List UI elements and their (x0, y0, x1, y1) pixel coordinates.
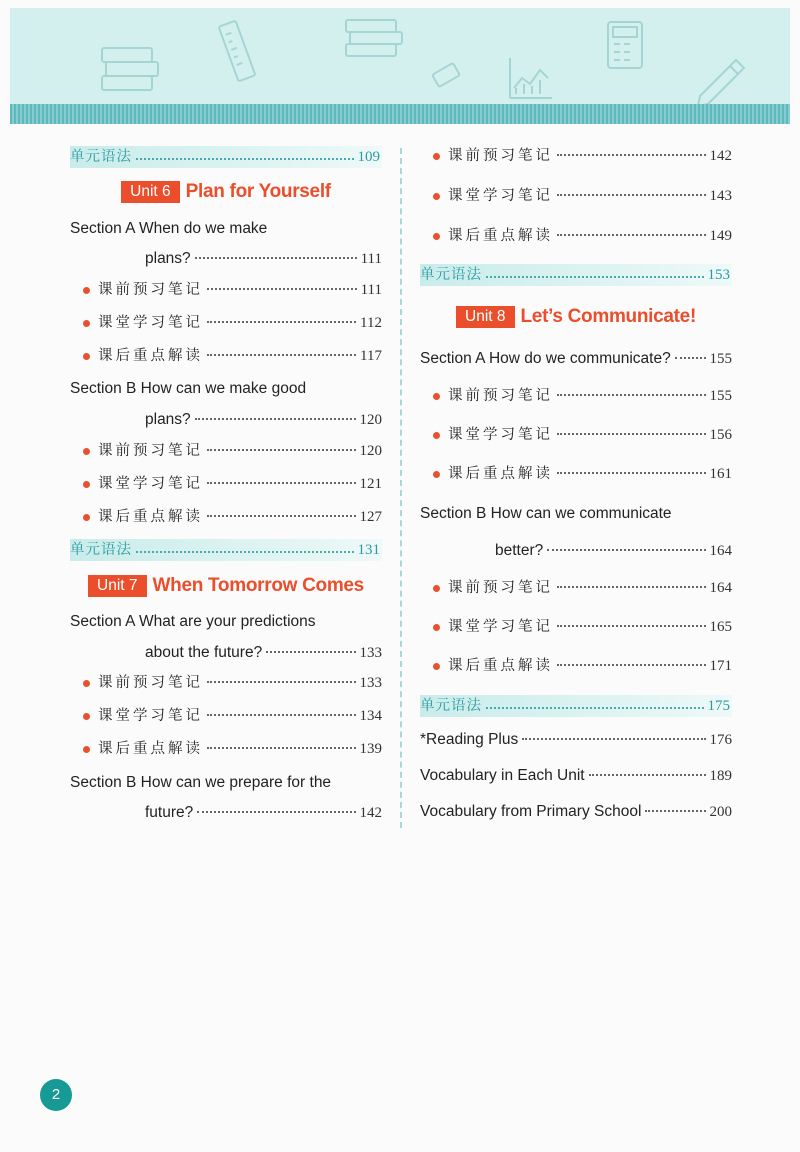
entry-label: 课后重点解读 (448, 466, 553, 482)
dot-leader (557, 472, 706, 474)
entry-page-number: 164 (709, 543, 732, 559)
entry-label: 课后重点解读 (98, 741, 203, 757)
dot-leader (136, 158, 354, 160)
page-number: 2 (40, 1079, 72, 1111)
entry-label: Section A How do we communicate? (420, 350, 671, 367)
books-stack-icon (346, 20, 402, 56)
entry-page-number: 171 (709, 658, 732, 674)
bullet-icon (433, 624, 440, 631)
entry-page-number: 156 (709, 427, 732, 443)
entry-label: 课堂学习笔记 (448, 188, 553, 204)
dot-leader (557, 664, 706, 666)
entry-page-number: 200 (709, 804, 732, 820)
toc-section-title[interactable] (70, 612, 382, 632)
bullet-icon (83, 746, 90, 753)
dot-leader (645, 810, 705, 812)
entry-page-number: 143 (709, 188, 732, 204)
books-icon (102, 48, 158, 90)
entry-label: future? (145, 804, 194, 821)
bullet-icon (433, 471, 440, 478)
toc-section-entry[interactable] (70, 410, 382, 430)
toc-extra-entry[interactable] (420, 802, 732, 822)
bullet-icon (433, 153, 440, 160)
entry-label: 课前预习笔记 (98, 443, 203, 459)
entry-page-number: 133 (359, 675, 382, 691)
bullet-icon (83, 481, 90, 488)
dot-leader (557, 625, 706, 627)
dot-leader (207, 681, 356, 683)
entry-page-number: 142 (709, 148, 732, 164)
entry-page-number: 155 (709, 351, 732, 367)
toc-section-title[interactable] (70, 379, 382, 399)
ruler-icon (219, 21, 256, 82)
bullet-icon (433, 432, 440, 439)
unit-8-heading (420, 306, 732, 328)
header-banner (10, 8, 790, 124)
toc-extra-entry[interactable] (420, 730, 732, 750)
toc-sub-entry[interactable] (420, 617, 732, 637)
dot-leader (547, 549, 705, 551)
toc-extra-entry[interactable] (420, 766, 732, 786)
entry-page-number: 111 (360, 282, 382, 298)
toc-grammar-entry[interactable] (70, 146, 382, 168)
entry-label: Section A When do we make (70, 220, 268, 237)
entry-label: 单元语法 (70, 149, 132, 165)
toc-sub-entry[interactable] (70, 739, 382, 759)
toc-sub-entry[interactable] (70, 507, 382, 527)
unit-title: Let’s Communicate! (520, 306, 696, 327)
dot-leader (207, 354, 356, 356)
calculator-icon (608, 22, 642, 68)
entry-label: 课堂学习笔记 (98, 315, 203, 331)
entry-page-number: 153 (707, 267, 730, 283)
entry-label: 单元语法 (420, 267, 482, 283)
bullet-icon (83, 353, 90, 360)
entry-label: 课前预习笔记 (448, 148, 553, 164)
toc-sub-entry[interactable] (420, 656, 732, 676)
toc-section-title[interactable] (70, 219, 382, 239)
bullet-icon (83, 287, 90, 294)
entry-label: Section B How can we communicate (420, 505, 672, 522)
dot-leader (207, 449, 356, 451)
entry-page-number: 127 (359, 509, 382, 525)
pencil-icon (698, 60, 744, 106)
unit-7-heading (70, 575, 382, 597)
toc-section-entry[interactable] (420, 349, 732, 369)
entry-label: Section B How can we make good (70, 380, 307, 397)
entry-page-number: 189 (709, 768, 732, 784)
dot-leader (207, 288, 357, 290)
unit-badge: Unit 8 (456, 306, 515, 328)
entry-label: 课后重点解读 (98, 509, 203, 525)
dot-leader (557, 234, 706, 236)
toc-section-entry[interactable] (420, 541, 732, 561)
dot-leader (486, 276, 704, 278)
entry-page-number: 109 (357, 149, 380, 165)
toc-section-title[interactable] (420, 504, 732, 524)
dot-leader (522, 738, 705, 740)
entry-page-number: 134 (359, 708, 382, 724)
bullet-icon (433, 393, 440, 400)
dot-leader (486, 707, 704, 709)
entry-page-number: 111 (360, 251, 382, 267)
entry-page-number: 155 (709, 388, 732, 404)
toc-sub-entry[interactable] (70, 346, 382, 366)
dot-leader (195, 257, 357, 259)
entry-label: 单元语法 (70, 542, 132, 558)
toc-grammar-entry[interactable] (420, 264, 732, 286)
entry-label: Section A What are your predictions (70, 613, 316, 630)
entry-label: 课前预习笔记 (448, 580, 553, 596)
entry-label: 课前预习笔记 (98, 282, 203, 298)
entry-page-number: 164 (709, 580, 732, 596)
entry-page-number: 142 (359, 805, 382, 821)
dot-leader (207, 515, 356, 517)
entry-page-number: 112 (360, 315, 382, 331)
unit-title: Plan for Yourself (185, 181, 331, 202)
dot-leader (589, 774, 706, 776)
toc-sub-entry[interactable] (420, 578, 732, 598)
toc-section-entry[interactable] (70, 249, 382, 269)
dot-leader (266, 651, 355, 653)
dot-leader (207, 714, 356, 716)
column-divider (400, 148, 402, 828)
dot-leader (557, 394, 706, 396)
unit-badge: Unit 6 (121, 181, 180, 203)
entry-page-number: 176 (709, 732, 732, 748)
entry-page-number: 165 (709, 619, 732, 635)
toc-grammar-entry[interactable] (70, 539, 382, 561)
entry-label: 单元语法 (420, 698, 482, 714)
entry-label: 课后重点解读 (448, 658, 553, 674)
entry-label: 课前预习笔记 (98, 675, 203, 691)
dot-leader (557, 433, 706, 435)
entry-page-number: 139 (359, 741, 382, 757)
entry-label: 课后重点解读 (98, 348, 203, 364)
dot-leader (195, 418, 356, 420)
bullet-icon (433, 585, 440, 592)
dot-leader (557, 586, 706, 588)
entry-label: 课堂学习笔记 (98, 476, 203, 492)
toc-sub-entry[interactable] (420, 186, 732, 206)
bullet-icon (83, 448, 90, 455)
bullet-icon (83, 514, 90, 521)
toc-sub-entry[interactable] (70, 313, 382, 333)
unit-6-heading (70, 181, 382, 203)
dot-leader (197, 811, 355, 813)
entry-label: *Reading Plus (420, 731, 519, 748)
toc-sub-entry[interactable] (420, 386, 732, 406)
entry-label: 课前预习笔记 (448, 388, 553, 404)
toc-sub-entry[interactable] (70, 673, 382, 693)
toc-section-entry[interactable] (70, 643, 382, 663)
bullet-icon (433, 233, 440, 240)
entry-page-number: 175 (707, 698, 730, 714)
dot-leader (207, 747, 356, 749)
dot-leader (136, 551, 354, 553)
toc-sub-entry[interactable] (420, 425, 732, 445)
entry-label: about the future? (145, 644, 263, 661)
toc-section-entry[interactable] (70, 803, 382, 823)
toc-sub-entry[interactable] (420, 146, 732, 166)
dot-leader (207, 321, 356, 323)
eraser-icon (432, 63, 460, 87)
toc-sub-entry[interactable] (70, 706, 382, 726)
entry-page-number: 117 (360, 348, 382, 364)
entry-label: 课堂学习笔记 (448, 427, 553, 443)
dot-leader (675, 357, 706, 359)
chart-icon (510, 58, 552, 98)
entry-label: Vocabulary in Each Unit (420, 767, 585, 784)
toc-sub-entry[interactable] (70, 280, 382, 300)
entry-label: plans? (145, 411, 191, 428)
entry-label: Section B How can we prepare for the (70, 774, 332, 791)
bullet-icon (433, 193, 440, 200)
entry-page-number: 161 (709, 466, 732, 482)
toc-sub-entry[interactable] (70, 474, 382, 494)
bullet-icon (83, 320, 90, 327)
toc-sub-entry[interactable] (420, 226, 732, 246)
entry-label: 课堂学习笔记 (98, 708, 203, 724)
toc-sub-entry[interactable] (420, 464, 732, 484)
entry-page-number: 149 (709, 228, 732, 244)
unit-badge: Unit 7 (88, 575, 147, 597)
entry-page-number: 133 (359, 645, 382, 661)
entry-label: 课后重点解读 (448, 228, 553, 244)
banner-stripe (10, 104, 790, 124)
toc-grammar-entry[interactable] (420, 695, 732, 717)
entry-label: 课堂学习笔记 (448, 619, 553, 635)
bullet-icon (83, 713, 90, 720)
entry-label: better? (495, 542, 544, 559)
entry-page-number: 131 (357, 542, 380, 558)
toc-section-title[interactable] (70, 773, 382, 793)
entry-page-number: 120 (359, 412, 382, 428)
dot-leader (557, 194, 706, 196)
toc-sub-entry[interactable] (70, 441, 382, 461)
entry-label: plans? (145, 250, 191, 267)
dot-leader (207, 482, 356, 484)
dot-leader (557, 154, 706, 156)
entry-page-number: 121 (359, 476, 382, 492)
entry-page-number: 120 (359, 443, 382, 459)
bullet-icon (83, 680, 90, 687)
entry-label: Vocabulary from Primary School (420, 803, 642, 820)
unit-title: When Tomorrow Comes (152, 575, 364, 596)
bullet-icon (433, 663, 440, 670)
